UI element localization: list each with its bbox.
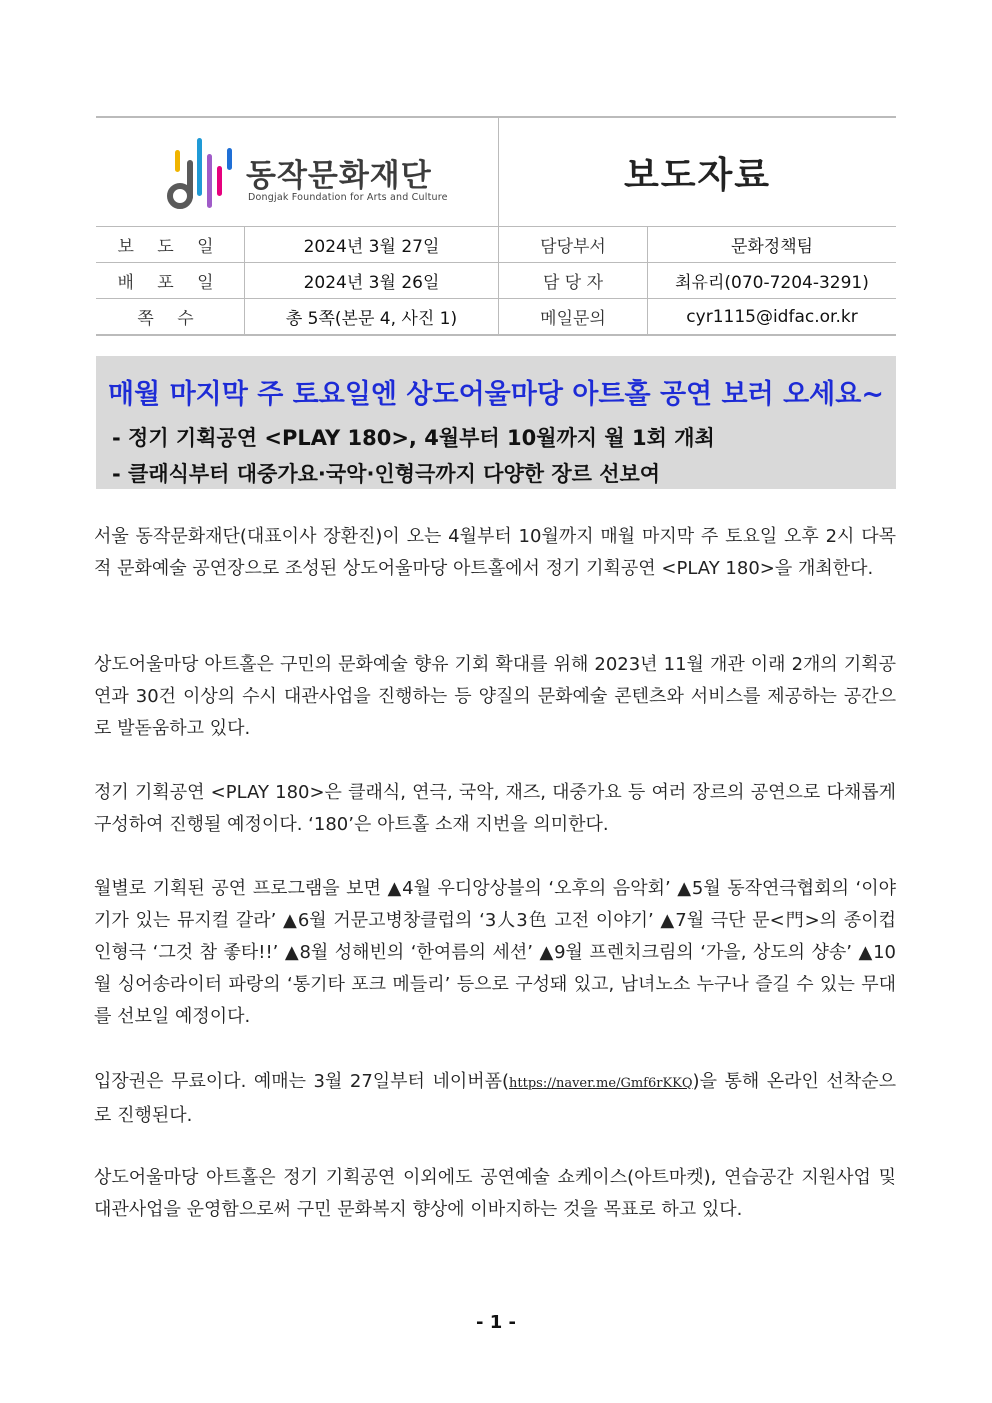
body-paragraph-1: 서울 동작문화재단(대표이사 장환진)이 오는 4월부터 10월까지 매월 마지막 주 토요일 오후 2시 다목적 문화예술 공연장으로 조성된 상도어울마당 아트홀에서 정기 기획공연 <PLAY 180>을 개최한다. [94, 526, 896, 579]
department-value: 문화정책팀 [730, 237, 814, 257]
release-date-label: 보 도 일 [96, 227, 245, 262]
body-paragraph-2: 상도어울마당 아트홀은 구민의 문화예술 향유 기회 확대를 위해 2023년 11월 개관 이래 2개의 기획공연과 30건 이상의 수시 대관사업을 진행하는 등 양질의 문화예술 콘텐츠와 서비스를 제공하는 공간으로 발돋움하고 있다. [94, 654, 896, 739]
page-number: - 1 - [476, 1312, 516, 1333]
department-label: 담당부서 [499, 227, 648, 262]
page-count-value: 총 5쪽(본문 4, 사진 1) [245, 299, 499, 334]
distribution-date-value: 2024년 3월 26일 [245, 263, 499, 298]
press-header-table [96, 116, 896, 336]
email-value[interactable]: cyr1115@idfac.or.kr [686, 306, 858, 327]
logo-name: 동작문화재단 [246, 158, 432, 194]
body-paragraph-3: 정기 기획공연 <PLAY 180>은 클래식, 연극, 국악, 재즈, 대중가요 등 여러 장르의 공연으로 다채롭게 구성하여 진행될 예정이다. ‘180’은 아트홀 소재 지번을 의미한다. [94, 782, 896, 835]
email-label: 메일문의 [499, 299, 648, 334]
ticket-text-b: )을 통해 온라인 선착순으로 진행된다. [94, 1071, 896, 1126]
logo-cell [96, 118, 499, 226]
headline-subtitle-2: - 클래식부터 대중가요·국악·인형극까지 다양한 장르 선보여 [112, 462, 661, 486]
doc-type-title: 보도자료 [623, 154, 772, 196]
contact-person-label: 담 당 자 [499, 263, 648, 298]
foundation-logo-icon [166, 136, 234, 212]
release-date-value: 2024년 3월 27일 [245, 227, 499, 262]
body-paragraph-6: 상도어울마당 아트홀은 정기 기획공연 이외에도 공연예술 쇼케이스(아트마켓), 연습공간 지원사업 및 대관사업을 운영함으로써 구민 문화복지 향상에 이바지하는 것을 목표로 하고 있다. [94, 1167, 896, 1220]
distribution-date-label: 배 포 일 [96, 263, 245, 298]
page-count-label: 쪽 수 [96, 299, 245, 334]
body-paragraph-4: 월별로 기획된 공연 프로그램을 보면 ▲4월 우디앙상블의 ‘오후의 음악회’ ▲5월 동작연극협회의 ‘이야기가 있는 뮤지컬 갈라’ ▲6월 거문고병창클럽의 ‘3人3色 고전 이야기’ ▲7월 극단 문<門>의 종이컵 인형극 ‘그것 참 좋타!!’ ▲8월 성해빈의 ‘한여름의 세션’ ▲9월 프렌치크림의 ‘가을, 상도의 샹송’ ▲10월 싱어송라이터 파랑의 ‘통기타 포크 메들리’ 등으로 구성돼 있고, 남녀노소 누구나 즐길 수 있는 무대를 선보일 예정이다. [94, 878, 896, 1027]
info-row [96, 263, 896, 299]
contact-person-value: 최유리(070-7204-3291) [675, 273, 869, 293]
ticket-text-a: 입장권은 무료이다. 예매는 3월 27일부터 네이버폼( [94, 1071, 510, 1092]
body-paragraph-5 [94, 1066, 896, 1132]
headline-box [96, 356, 896, 489]
doc-type-cell [499, 118, 896, 226]
headline-title: 매월 마지막 주 토요일엔 상도어울마당 아트홀 공연 보러 오세요~ [108, 379, 884, 410]
headline-subtitle-1: - 정기 기획공연 <PLAY 180>, 4월부터 10월까지 월 1회 개최 [112, 426, 715, 450]
logo-subtitle: Dongjak Foundation for Arts and Culture [248, 192, 448, 203]
naver-form-link[interactable]: https://naver.me/Gmf6rKKQ [509, 1076, 693, 1091]
info-row [96, 227, 896, 263]
header-top-row [96, 118, 896, 227]
info-row [96, 299, 896, 334]
